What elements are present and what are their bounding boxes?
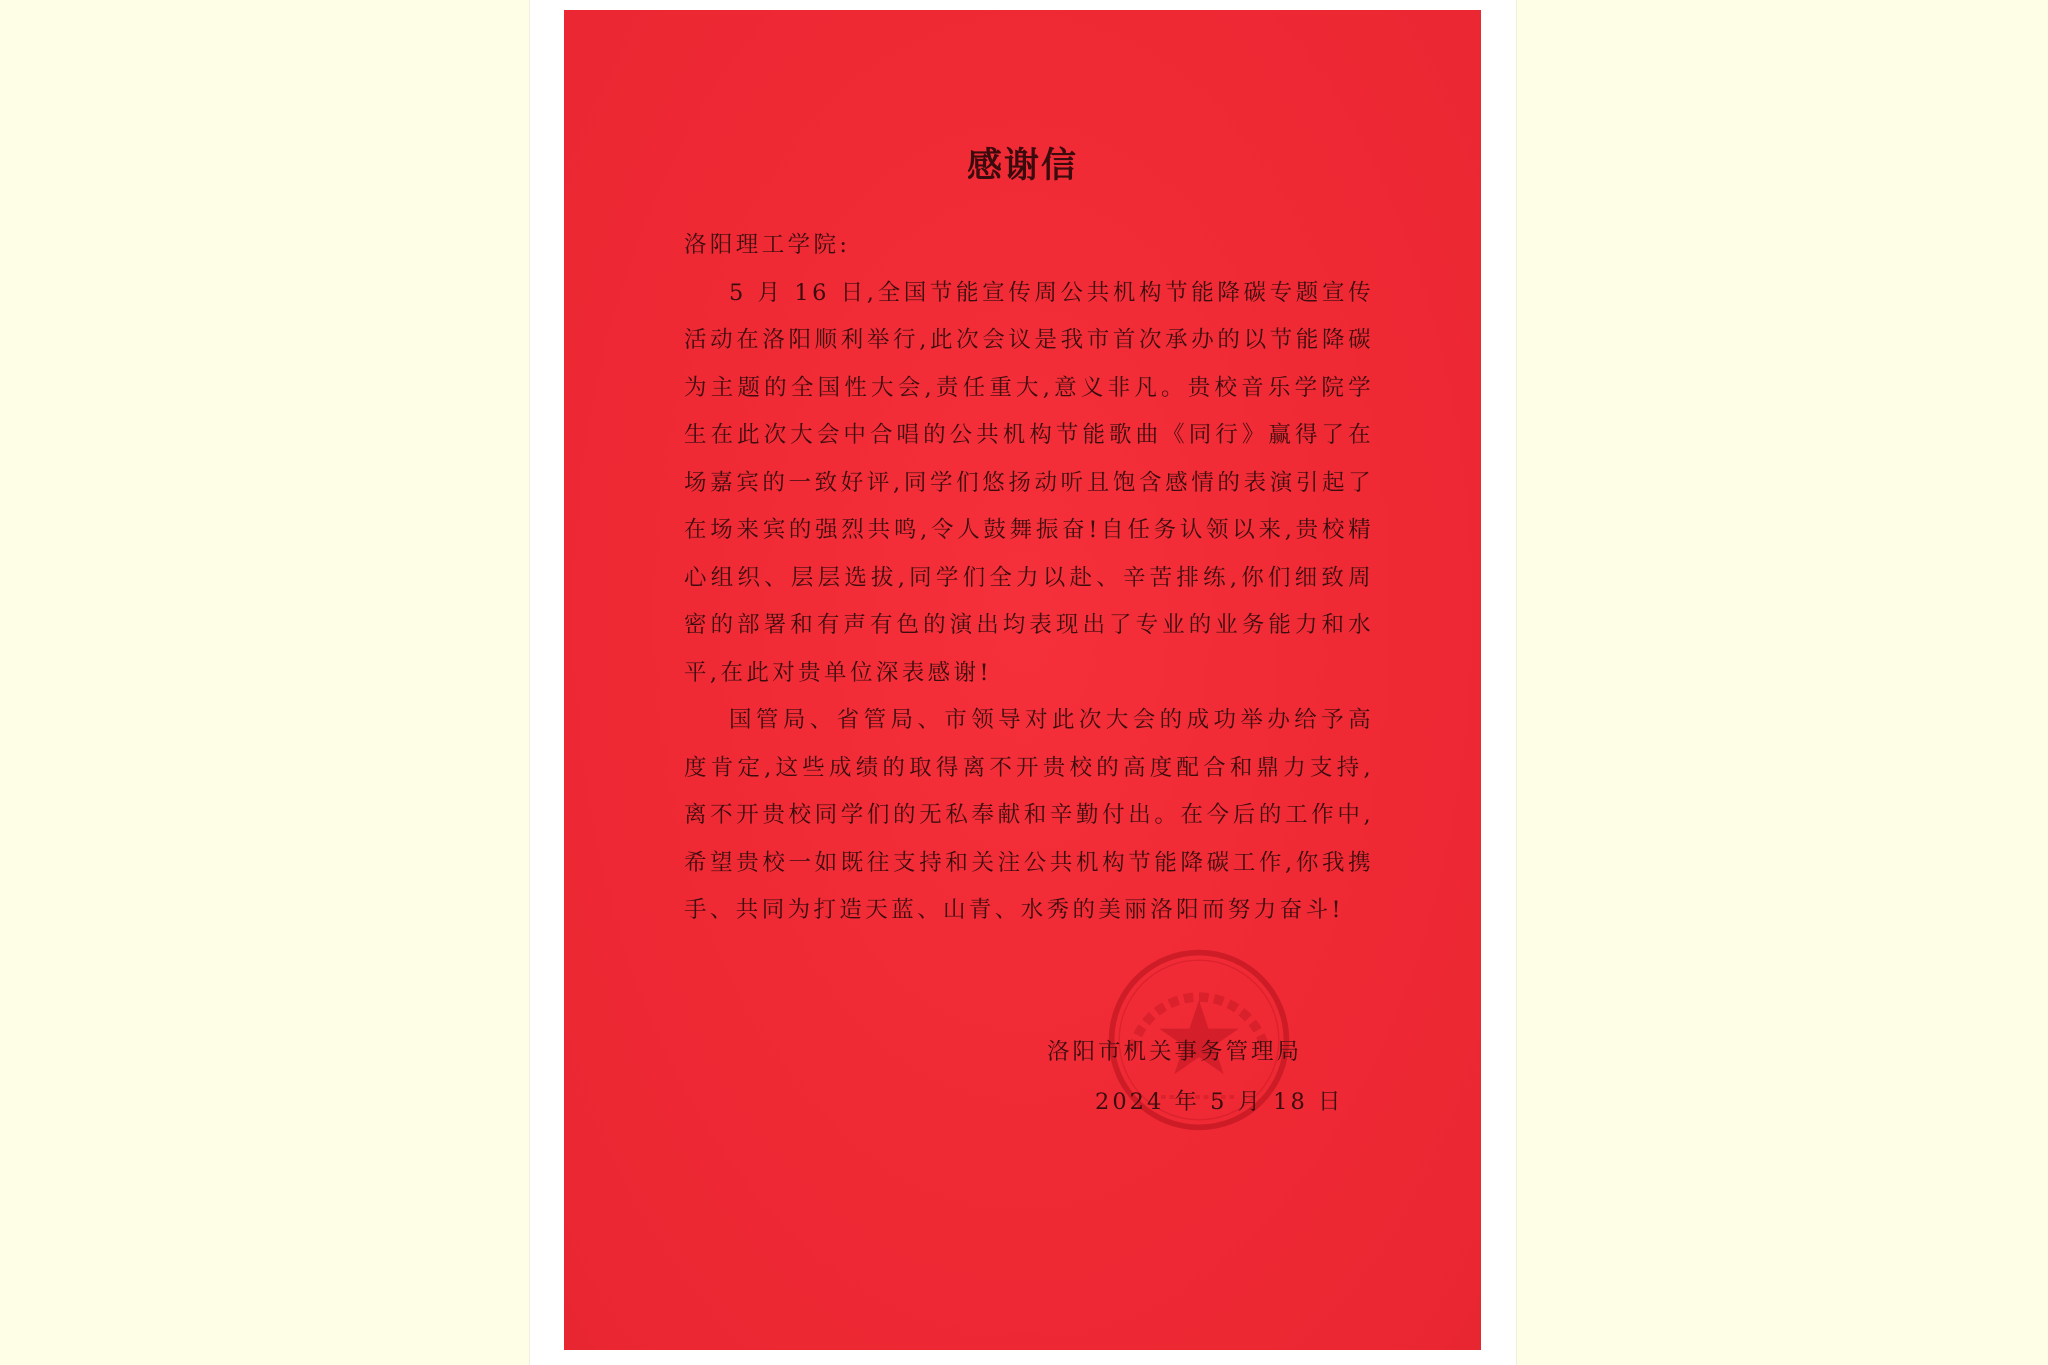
letter-body <box>684 222 1374 935</box>
letter-salutation: 洛阳理工学院: <box>684 232 851 258</box>
letter-issuer: 洛阳市机关事务管理局 <box>1047 1039 1303 1065</box>
letter-title: 感谢信 <box>966 145 1078 186</box>
letter-paragraph-1: 5 月 16 日,全国节能宣传周公共机构节能降碳专题宣传活动在洛阳顺利举行,此次会议是我市首次承办的以节能降碳为主题的全国性大会,责任重大,意义非凡。贵校音乐学院学生在此次大会中合唱的公共机构节能歌曲《同行》赢得了在场嘉宾的一致好评,同学们悠扬动听且饱含感情的表演引起了在场来宾的强烈共鸣,令人鼓舞振奋!自任务认领以来,贵校精心组织、层层选拔,同学们全力以赴、辛苦排练,你们细致周密的部署和有声有色的演出均表现出了专业的业务能力和水平,在此对贵单位深表感谢! <box>684 279 1374 686</box>
letter-signoff <box>1047 1027 1377 1127</box>
letter-paragraph-2: 国管局、省管局、市领导对此次大会的成功举办给予高度肯定,这些成绩的取得离不开贵校的高度配合和鼎力支持,离不开贵校同学们的无私奉献和辛勤付出。在今后的工作中,希望贵校一如既往支持和关注公共机构节能降碳工作,你我携手、共同为打造天蓝、山青、水秀的美丽洛阳而努力奋斗! <box>684 707 1374 923</box>
letter-date: 2024 年 5 月 18 日 <box>1095 1089 1344 1115</box>
letter-paper <box>564 10 1481 1350</box>
